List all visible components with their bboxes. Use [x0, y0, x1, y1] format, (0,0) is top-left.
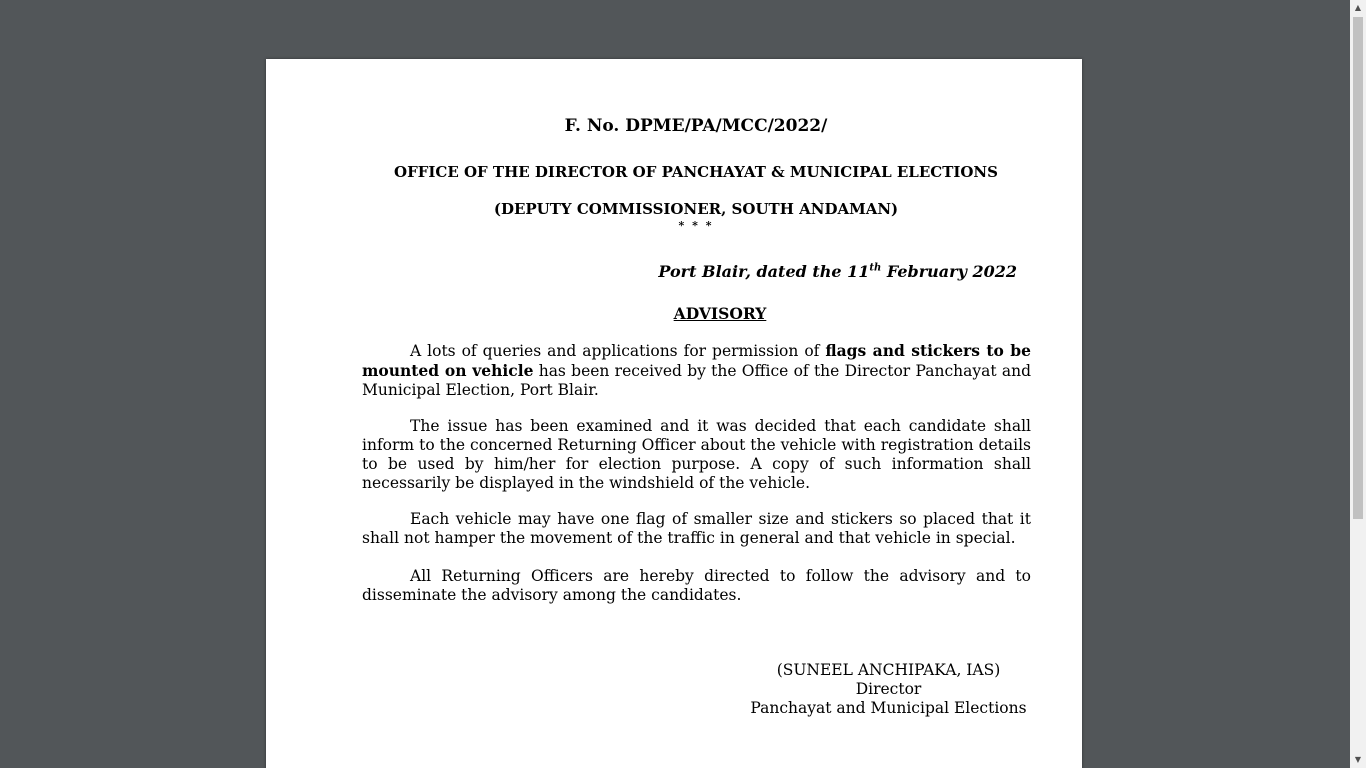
paragraph-1-text-b: has been received by the Office of the Director Panchayat and Municipal Election, Port Blair. [362, 362, 1031, 399]
advisory-heading: ADVISORY [673, 304, 767, 323]
separator: * * * [678, 219, 714, 232]
paragraph-2: The issue has been examined and it was decided that each candidate shall inform to the concerned Returning Officer about the vehicle with registration details to be used by him/her for election purpose. A copy of such information shall necessarily be displayed in the windshield of the vehicle. [362, 417, 1031, 492]
scrollbar-thumb[interactable] [1353, 17, 1363, 519]
paragraph-1 [362, 341, 1031, 400]
paragraph-1-bold: flags and stickers to be mounted on vehicle [362, 341, 1032, 380]
date-superscript: th [869, 262, 882, 274]
paragraph-1-text-a: A lots of queries and applications for permission of [410, 342, 826, 360]
signature-block [736, 661, 1041, 718]
paragraph-3: Each vehicle may have one flag of smaller size and stickers so placed that it shall not hamper the movement of the traffic in general and that vehicle in special. [362, 510, 1031, 547]
date-prefix: Port Blair, dated the 11 [658, 262, 870, 281]
signatory-name: (SUNEEL ANCHIPAKA, IAS) [776, 661, 1001, 679]
date-suffix: February 2022 [881, 262, 1017, 281]
office-subtitle: (DEPUTY COMMISSIONER, SOUTH ANDAMAN) [493, 200, 899, 218]
paragraph-4: All Returning Officers are hereby directed to follow the advisory and to disseminate the advisory among the candidates. [362, 567, 1031, 604]
signatory-department: Panchayat and Municipal Elections [750, 699, 1027, 717]
scroll-down-icon[interactable]: ▼ [1354, 755, 1362, 764]
scroll-up-icon[interactable]: ▲ [1354, 3, 1362, 12]
signatory-designation: Director [855, 680, 922, 698]
document-page [266, 59, 1082, 768]
date-line [658, 262, 1017, 281]
file-number: F. No. DPME/PA/MCC/2022/ [564, 116, 828, 136]
vertical-scrollbar[interactable] [1350, 0, 1366, 768]
office-title: OFFICE OF THE DIRECTOR OF PANCHAYAT & MUNICIPAL ELECTIONS [394, 163, 998, 181]
